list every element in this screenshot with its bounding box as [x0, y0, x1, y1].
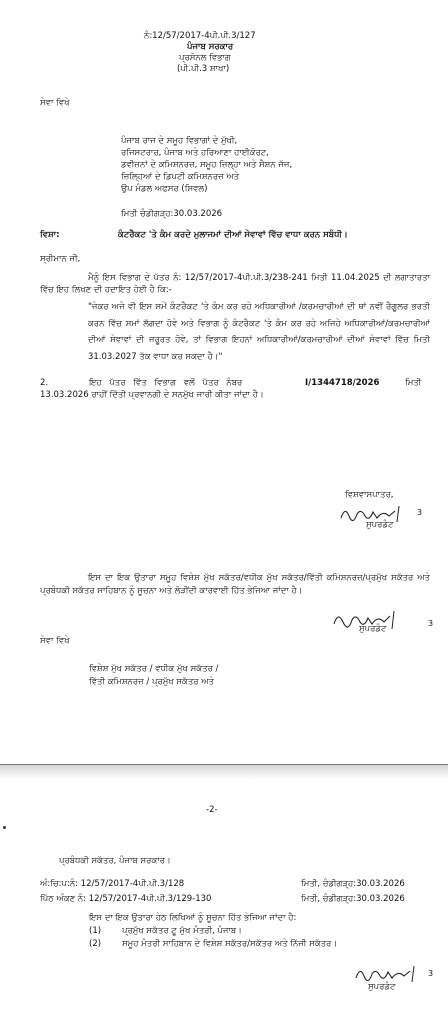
recipient-line: ਰਜਿਸਟਰਾਰ, ਪੰਜਾਬ ਅਤੇ ਹਰਿਆਣਾ ਹਾਈਕੋਰਟ, [121, 148, 269, 158]
paragraph-1: ਮੈਨੂੰ ਇਸ ਵਿਭਾਗ ਦੇ ਪੱਤਰ ਨੰ: 12/57/2017-4ਪੀ.ਪੀ.3/238-241 ਮਿਤੀ 11.04.2025 ਦੀ ਲਗਾਤਾਰਤਾ ਵਿੱਚ ਇਹ ਲਿਖਣ ਦੀ ਹਦਾਇਤ ਹੋਈ ਹੈ ਕਿ:- [40, 273, 430, 295]
signature-1-date: 3 [417, 508, 423, 517]
recipient-2-line: ਵਿੱਤੀ ਕਮਿਸ਼ਨਰਜ਼ / ਪ੍ਰਮੁੱਖ ਸਕੱਤਰ ਅਤੇ [89, 677, 214, 687]
page2-addressee: ਪ੍ਰਬੰਧਕੀ ਸਕੱਤਰ, ਪੰਜਾਬ ਸਰਕਾਰ। [59, 856, 171, 866]
list-item-text: ਪ੍ਰਮੁੱਖ ਸਕੱਤਰ ਟੂ ਮੁੱਖ ਮੰਤਰੀ, ਪੰਜਾਬ। [122, 926, 242, 936]
signature-3-date: 3 [428, 969, 434, 978]
signature-1-title: ਸੁਪਰਡੰਟ [366, 520, 394, 530]
quoted-instruction: "ਜੇਕਰ ਅਜੇ ਵੀ ਇਸ ਸਮੇਂ ਕੰਟਰੈਕਟ 'ਤੇ ਕੰਮ ਕਰ ਰਹੇ ਅਧਿਕਾਰੀਆਂ /ਕਰਮਚਾਰੀਆਂ ਦੀ ਥਾਂ ਨਵੀਂ ਰੈਗੂਲਰ ਭਰਤੀ ਕਰਨ ਵਿੱਚ ਸਮਾਂ ਲੱਗਦਾ ਹੋਵੇ ਅਤੇ ਵਿਭਾਗ ਨੂੰ ਕੰਟਰੈਕਟ 'ਤੇ ਕੰਮ ਕਰ ਰਹੇ ਅਜਿਹੇ ਅਧਿਕਾਰੀਆਂ/ਕਰਮਚਾਰੀਆਂ ਦੀਆਂ ਸੇਵਾਵਾਂ ਦੀ ਜਰੂਰਤ ਹੋਵੇ, ਤਾਂ ਵਿਭਾਗ ਇਹਨਾਂ ਅਧਿਕਾਰੀਆਂ/ਕਰਮਚਾਰੀਆਂ ਦੀਆਂ ਸੇਵਾਵਾਂ ਵਿੱਚ ਮਿਤੀ 31.03.2027 ਤੱਕ ਵਾਧਾ ਕਰ ਸਕਦਾ ਹੈ।" [88, 302, 430, 362]
endorsement-date-1: ਮਿਤੀ, ਚੰਡੀਗੜ੍ਹ:30.03.2026 [301, 879, 405, 889]
salutation: ਸ੍ਰੀਮਾਨ ਜੀ, [40, 254, 81, 264]
paragraph-2-number: 2. [40, 378, 49, 388]
reference-number: ਨੰ:12/57/2017-4ਪੀ.ਪੀ.3/127 [144, 31, 256, 41]
department-name: ਪ੍ਰਸੋਨਲ ਵਿਭਾਗ [179, 53, 231, 63]
recipient-2-line: ਵਿਸ਼ੇਸ਼ ਮੁੱਖ ਸਕੱਤਰ / ਵਧੀਕ ਮੁੱਖ ਸਕੱਤਰ / [89, 664, 219, 674]
page-break-shade [0, 765, 448, 779]
government-name: ਪੰਜਾਬ ਸਰਕਾਰ [187, 42, 234, 52]
seva-vikhe-label-2: ਸੇਵਾ ਵਿਖੇ [40, 636, 70, 646]
endorsement-date-2: ਮਿਤੀ, ਚੰਡੀਗੜ੍ਹ:30.03.2026 [301, 894, 405, 904]
recipient-line: ਡਵੀਜ਼ਨਾਂ ਦੇ ਕਮਿਸ਼ਨਰਜ਼, ਸਮੂਹ ਜ਼ਿਲ੍ਹਾ ਅਤੇ ਸੈਸ਼ਨ ਜੱਜ, [121, 160, 293, 170]
signature-2-title: ਸੁਪਰਡੰਟ [359, 624, 387, 634]
paragraph-2-text-b: ਮਿਤੀ [405, 378, 422, 388]
subject-label: ਵਿਸ਼ਾ: [40, 230, 60, 240]
recipient-line: ਉਪ ਮੰਡਲ ਅਫਸਰ (ਸਿਵਲ) [121, 184, 208, 194]
endorsement-ref-2: ਪਿੱਠ ਅੰਕਣ ਨੰ: 12/57/2017-4ਪੀ.ਪੀ.3/129-130 [40, 894, 212, 904]
seva-vikhe-label: ਸੇਵਾ ਵਿਖੇ [40, 98, 70, 108]
subject-text: ਕੰਟਰੈਕਟ 'ਤੇ ਕੰਮ ਕਰਦੇ ਮੁਲਾਜਮਾਂ ਦੀਆਂ ਸੇਵਾਵਾਂ ਵਿੱਚ ਵਾਧਾ ਕਰਨ ਸਬੰਧੀ। [118, 230, 348, 240]
endorsement-intro: ਇਸ ਦਾ ਇਕ ਉਤਾਰਾ ਹੇਠ ਲਿਖਿਆਂ ਨੂੰ ਸੂਚਨਾ ਹਿੱਤ ਭੇਜਿਆ ਜਾਂਦਾ ਹੈ: [89, 913, 297, 923]
list-item-text: ਸਮੂਹ ਮੰਤਰੀ ਸਾਹਿਬਾਨ ਦੇ ਵਿਸ਼ੇਸ਼ ਸਕੱਤਰ/ਸਕੱਤਰ ਅਤੇ ਨਿੱਜੀ ਸਕੱਤਰ। [122, 939, 338, 949]
endorsement-1: ਇਸ ਦਾ ਇਕ ਉਤਾਰਾ ਸਮੂਹ ਵਿਸ਼ੇਸ਼ ਮੁੱਖ ਸਕੱਤਰ/ਵਧੀਕ ਮੁੱਖ ਸਕੱਤਰ/ਵਿੱਤੀ ਕਮਿਸ਼ਨਰਜ਼/ਪ੍ਰਮੁੱਖ ਸਕੱਤਰ ਅਤੇ ਪ੍ਰਬੰਧਕੀ ਸਕੱਤਰ ਸਾਹਿਬਾਨ ਨੂੰ ਸੂਚਨਾ ਅਤੇ ਲੋੜੀਂਦੀ ਕਾਰਵਾਈ ਹਿੱਤ ਭੇਜਿਆ ਜਾਂਦਾ ਹੈ। [40, 573, 430, 596]
issue-date: ਮਿਤੀ ਚੰਡੀਗੜ੍ਹ:30.03.2026 [121, 209, 223, 219]
margin-mark [3, 826, 6, 829]
page-number: -2- [206, 805, 218, 815]
signature-3-title: ਸੁਪਰਡੰਟ [368, 982, 396, 992]
branch-name: (ਪੀ.ਪੀ.3 ਸ਼ਾਖਾ) [177, 64, 230, 74]
list-item-number: (1) [89, 926, 102, 936]
recipient-line: ਜ਼ਿਲ੍ਹਿਆਂ ਦੇ ਡਿਪਟੀ ਕਮਿਸ਼ਨਰਜ਼ ਅਤੇ [121, 172, 240, 182]
list-item-number: (2) [89, 939, 102, 949]
endorsement-ref-1: ਅੰ:ਚਿ:ਪ:ਨੰ: 12/57/2017-4ਪੀ.ਪੀ.3/128 [40, 879, 185, 889]
closing-text: ਵਿਸ਼ਵਾਸਪਾਤਰ, [345, 490, 394, 500]
paragraph-2-text-c: 13.03.2026 ਰਾਹੀਂ ਦਿੱਤੀ ਪ੍ਰਵਾਨਗੀ ਦੇ ਸਨਮੁੱਖ ਜਾਰੀ ਕੀਤਾ ਜਾਂਦਾ ਹੈ। [40, 390, 264, 400]
paragraph-2-text-a: ਇਹ ਪੱਤਰ ਵਿੱਤ ਵਿਭਾਗ ਵਲੋਂ ਪੱਤਰ ਨੰਬਰ [89, 378, 243, 388]
signature-2-date: 3 [428, 619, 434, 628]
recipient-line: ਪੰਜਾਬ ਰਾਜ ਦੇ ਸਮੂਹ ਵਿਭਾਗਾਂ ਦੇ ਮੁੱਖੀ, [121, 136, 238, 146]
finance-letter-ref: I/1344718/2026 [305, 378, 380, 388]
